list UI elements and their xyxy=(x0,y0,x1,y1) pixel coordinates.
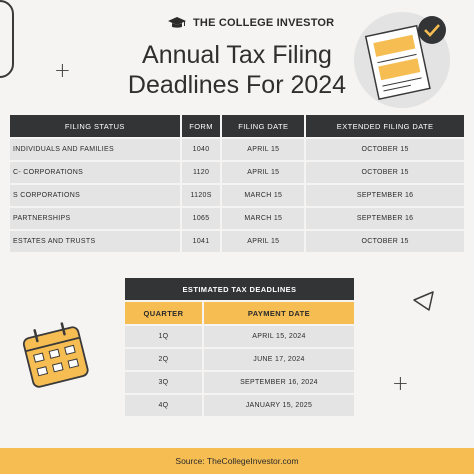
cell: 1065 xyxy=(182,208,221,229)
graduation-cap-icon xyxy=(167,16,187,30)
table-row xyxy=(125,349,354,370)
cell: OCTOBER 15 xyxy=(306,139,464,160)
cell: C- CORPORATIONS xyxy=(10,162,180,183)
cell: APRIL 15 xyxy=(222,139,304,160)
cell: SEPTEMBER 16 xyxy=(306,208,464,229)
title-line-2: Deadlines For 2024 xyxy=(127,71,347,99)
column-header: FORM xyxy=(182,115,221,137)
brand xyxy=(167,16,334,30)
table-row xyxy=(10,231,464,252)
cell: APRIL 15 xyxy=(222,231,304,252)
column-header: EXTENDED FILING DATE xyxy=(306,115,464,137)
table-row xyxy=(10,139,464,160)
cell: PARTNERSHIPS xyxy=(10,208,180,229)
cell: ESTATES AND TRUSTS xyxy=(10,231,180,252)
column-header: FILING STATUS xyxy=(10,115,180,137)
plus-icon: + xyxy=(392,371,409,395)
cell: OCTOBER 15 xyxy=(306,162,464,183)
table-header-row xyxy=(125,302,354,324)
cell: APRIL 15 xyxy=(222,162,304,183)
cell: SEPTEMBER 16 xyxy=(306,185,464,206)
column-header: QUARTER xyxy=(125,302,202,324)
cell: SEPTEMBER 16, 2024 xyxy=(204,372,354,393)
cell: INDIVIDUALS AND FAMILIES xyxy=(10,139,180,160)
title-line-1: Annual Tax Filing xyxy=(142,41,332,69)
table-header-row xyxy=(10,115,464,137)
table-row xyxy=(10,208,464,229)
table-title-row xyxy=(125,278,354,300)
footer xyxy=(0,448,474,474)
document-checkmark-icon xyxy=(350,8,460,113)
cell: 3Q xyxy=(125,372,202,393)
column-header: PAYMENT DATE xyxy=(204,302,354,324)
cell: MARCH 15 xyxy=(222,208,304,229)
table-row xyxy=(10,162,464,183)
cell: JUNE 17, 2024 xyxy=(204,349,354,370)
table-row xyxy=(125,372,354,393)
cell: JANUARY 15, 2025 xyxy=(204,395,354,416)
triangle-play-icon xyxy=(411,290,435,312)
plus-icon: + xyxy=(54,58,71,82)
estimated-tax-table xyxy=(123,276,356,418)
table-row xyxy=(125,395,354,416)
table-title: ESTIMATED TAX DEADLINES xyxy=(125,278,354,300)
cell: MARCH 15 xyxy=(222,185,304,206)
cell: 1120S xyxy=(182,185,221,206)
source-text: Source: TheCollegeInvestor.com xyxy=(175,456,299,466)
brand-name: THE COLLEGE INVESTOR xyxy=(193,17,335,29)
cell: 1120 xyxy=(182,162,221,183)
cell: APRIL 15, 2024 xyxy=(204,326,354,347)
cell: 1041 xyxy=(182,231,221,252)
cell: 4Q xyxy=(125,395,202,416)
column-header: FILING DATE xyxy=(222,115,304,137)
cell: OCTOBER 15 xyxy=(306,231,464,252)
filing-deadlines-table xyxy=(8,113,466,254)
cell: 2Q xyxy=(125,349,202,370)
cell: 1040 xyxy=(182,139,221,160)
table-row xyxy=(125,326,354,347)
calendar-icon xyxy=(20,318,92,390)
cell: 1Q xyxy=(125,326,202,347)
table-row xyxy=(10,185,464,206)
cell: S CORPORATIONS xyxy=(10,185,180,206)
